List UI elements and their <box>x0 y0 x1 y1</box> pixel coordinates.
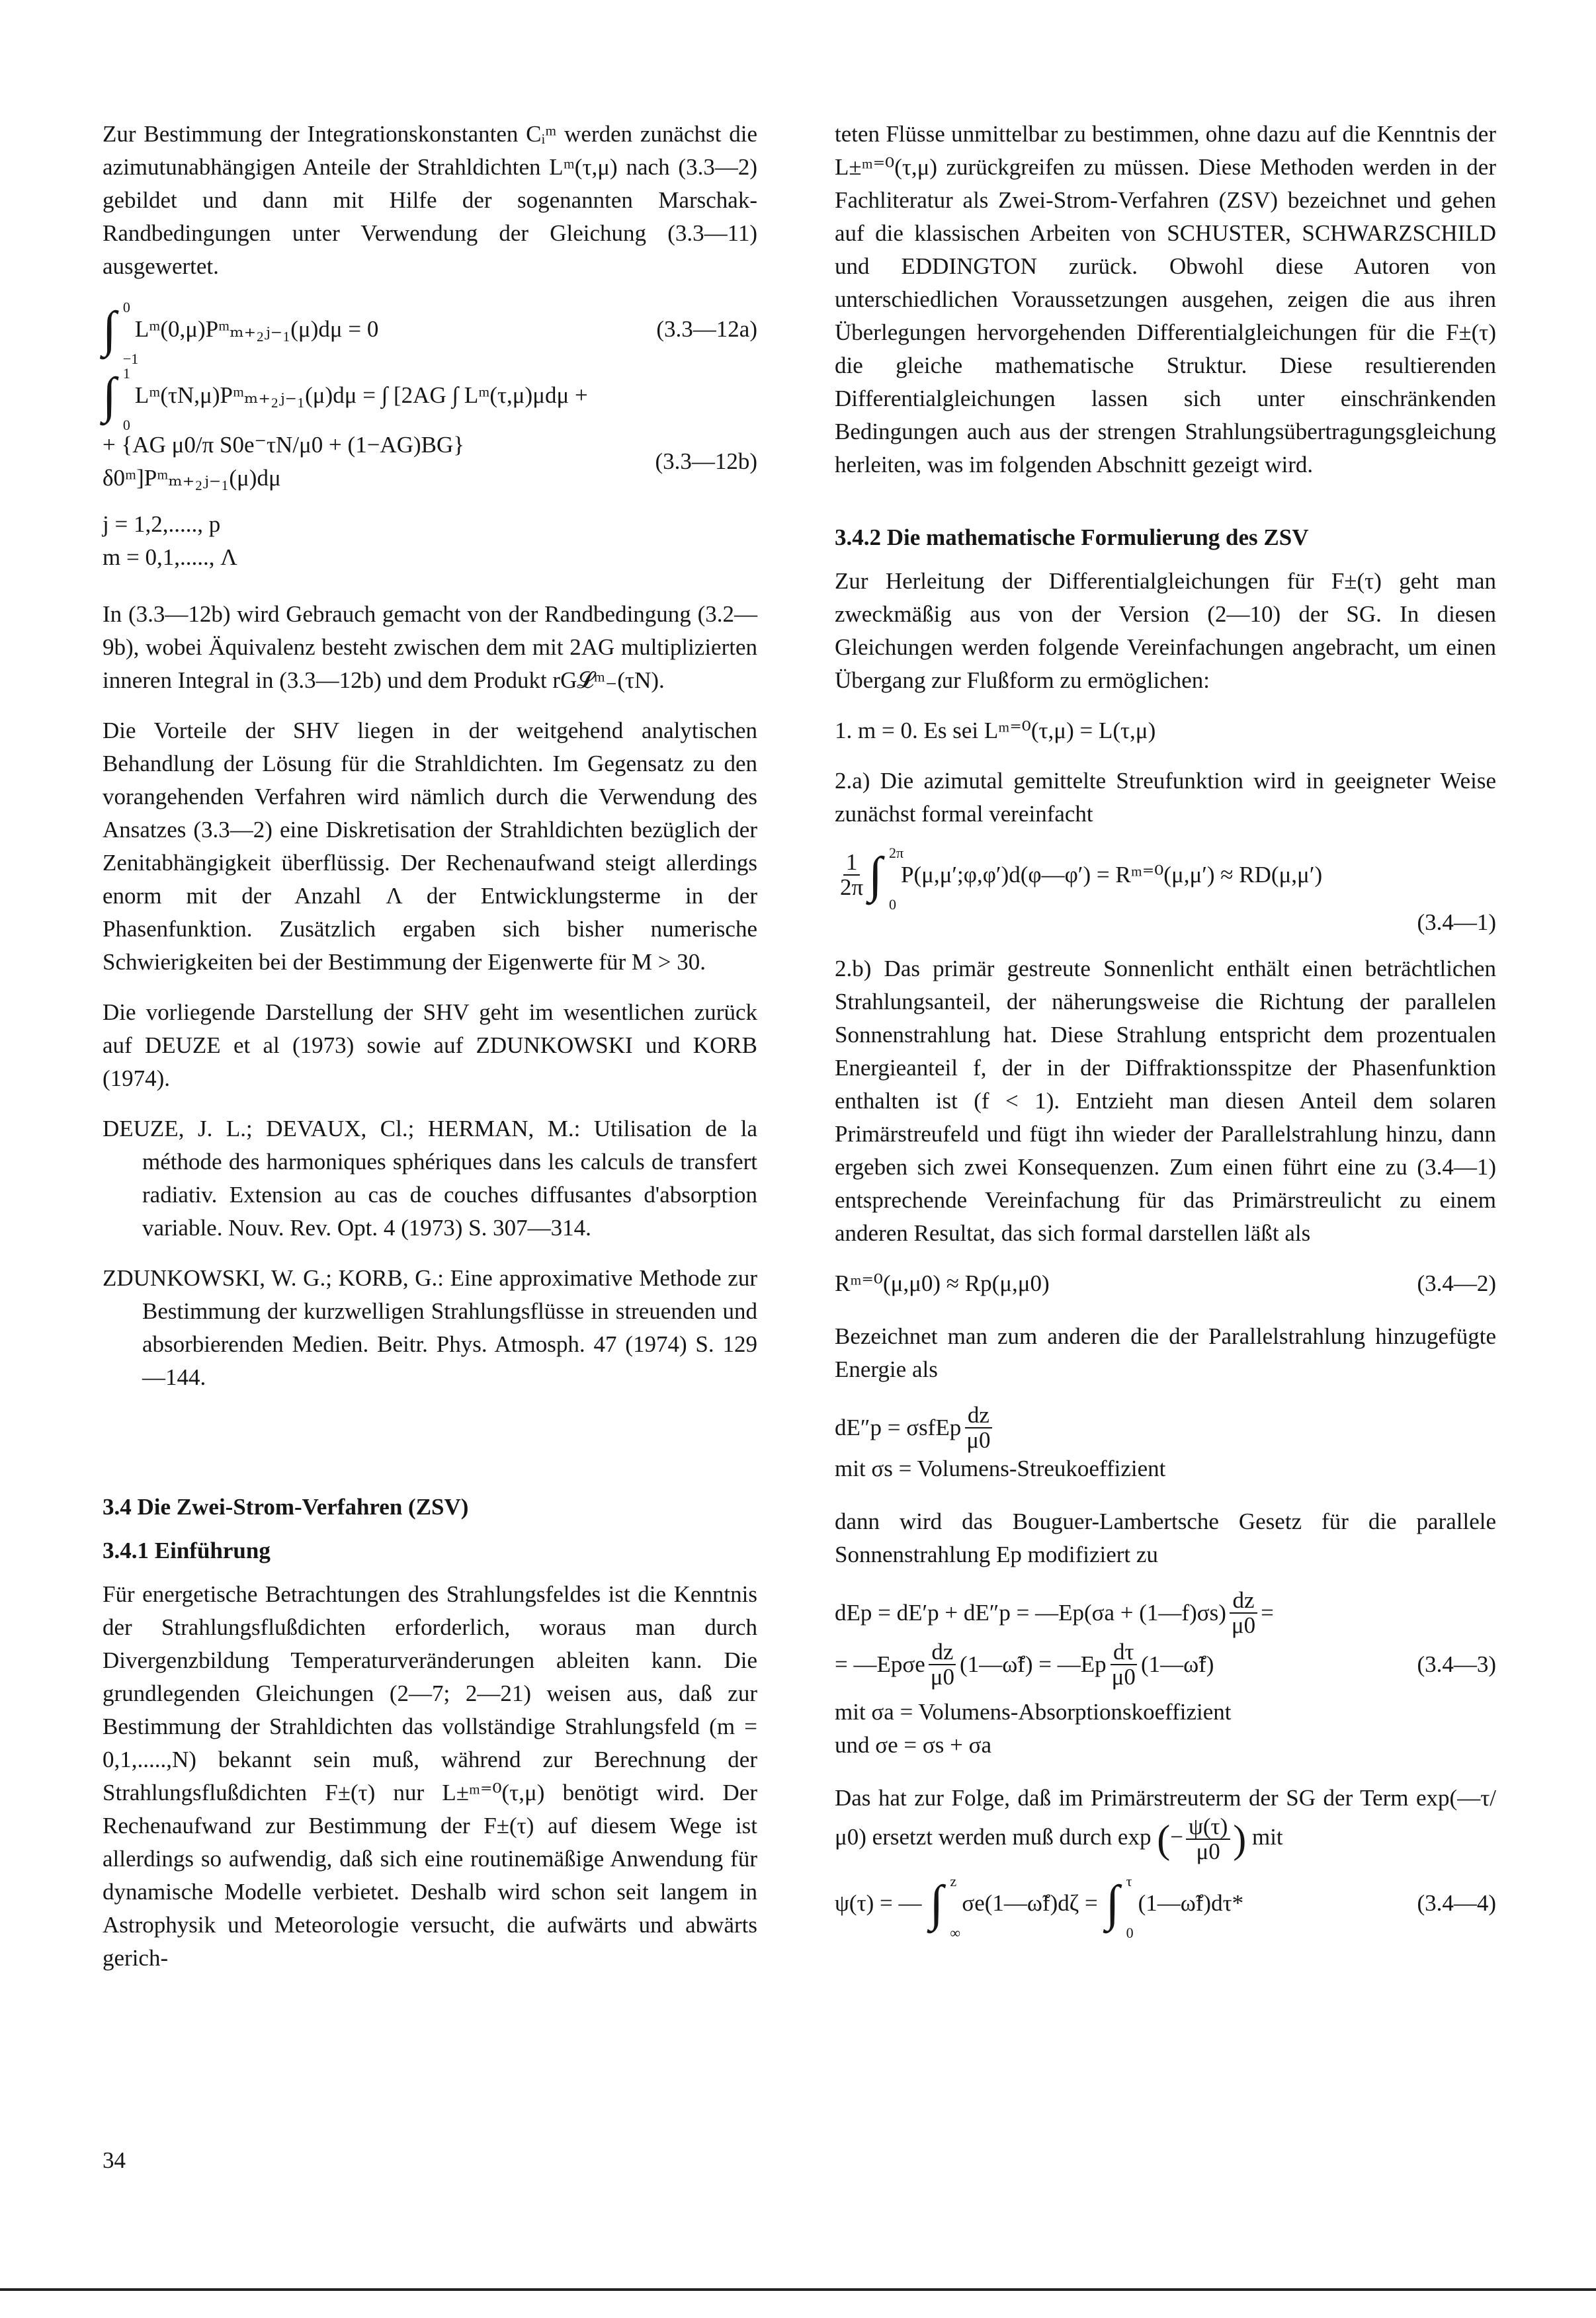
fraction-numerator: 1 <box>843 850 861 876</box>
equation-body: = <box>1261 1600 1274 1626</box>
fraction-denominator: μ0 <box>930 1664 955 1690</box>
integral-upper-limit: τ <box>1126 1873 1132 1889</box>
paragraph: 2.a) Die azimutal gemittelte Streufunktion wird in geeigneter Weise zunächst formal vereinfacht <box>835 768 1496 827</box>
integral-sign: ∫ <box>103 302 116 357</box>
integral-sign: ∫ <box>868 847 882 903</box>
equation-number: (3.4—2) <box>1417 1270 1496 1296</box>
right-column <box>835 118 1496 1941</box>
subsection-heading-3-4-2: 3.4.2 Die mathematische Formulierung des ZSV <box>835 524 1309 550</box>
definition-line: und σe = σs + σa <box>835 1732 992 1758</box>
integral-lower-limit: ∞ <box>950 1925 961 1941</box>
paragraph: Die Vorteile der SHV liegen in der weitgehend analytischen Behandlung der Lösung für die Strahldichten. Im Gegensatz zu den vorangehenden Verfahren wird nämlich durch die Verwendung des Ansatzes (3.3—2) eine Diskretisation der Strahldichten bezüglich der Zenitabhängigkeit überflüssig. Der Rechenaufwand steigt allerdings enorm mit der Anzahl Λ der Entwicklungsterme in der Phasenfunktion. Zusätzlich ergaben sich bisher numerische Schwierigkeiten bei der Bestimmung der Eigenwerte für M > 30. <box>103 718 757 975</box>
equation-body: + {AG μ0/π S0e⁻τN/μ0 + (1−AG)BG}δ0ᵐ]Pᵐₘ₊₂ⱼ₋₁(μ)dμ <box>103 432 465 491</box>
equation-body: (1—ω̃f) <box>1140 1651 1214 1677</box>
equation-body: σe(1—ω̃f)dζ = <box>962 1890 1098 1916</box>
integral-upper-limit: 0 <box>122 299 130 315</box>
equation-body: dE″p = σsfEp <box>835 1415 962 1440</box>
integral-upper-limit: z <box>950 1873 957 1889</box>
fraction-numerator: dτ <box>1111 1640 1137 1665</box>
integral-sign: ∫ <box>103 368 116 423</box>
fraction-numerator: dz <box>1230 1589 1257 1614</box>
fraction-denominator: μ0 <box>966 1427 991 1453</box>
equation-3-4-2 <box>835 1267 1496 1300</box>
list-item: 1. m = 0. Es sei Lᵐ⁼⁰(τ,μ) = L(τ,μ) <box>835 718 1156 743</box>
integral-sign: ∫ <box>929 1876 944 1931</box>
fraction-numerator: dz <box>929 1640 956 1665</box>
paragraph-text: mit <box>1251 1824 1283 1850</box>
paragraph: Zur Herleitung der Differentialgleichungen für F±(τ) geht man zweckmäßig aus von der Version (2—10) der SG. In diesen Gleichungen werden folgende Vereinfachungen angebracht, um einen Übergang zur Flußform zu ermöglichen: <box>835 568 1496 693</box>
fraction-denominator: μ0 <box>1196 1839 1220 1864</box>
reference-zdunkowski: ZDUNKOWSKI, W. G.; KORB, G.: Eine approximative Methode zur Bestimmung der kurzwelligen Strahlungsflüsse in streuenden und absorbierenden Medien. Beitr. Phys. Atmosph. 47 (1974) S. 129—144. <box>103 1265 757 1390</box>
paragraph: Das hat zur Folge, daß im Primärstreuterm der SG der Term exp(—τ/μ0) ersetzt werden muß durch exp (− $\frac{\psi(\tau)}{\mu 0}$ ) mit <box>835 1785 1496 1864</box>
fraction-numerator: ψ(τ) <box>1186 1815 1230 1840</box>
equation-body: Lᵐ(τN,μ)Pᵐₘ₊₂ⱼ₋₁(μ)dμ = ∫ [2AG ∫ Lᵐ(τ,μ)μdμ + <box>134 382 588 408</box>
scan-edge-line <box>0 2288 1596 2291</box>
equation-number: (3.4—4) <box>1417 1890 1496 1916</box>
equation-3-4-1 <box>835 845 1496 913</box>
paragraph: 2.b) Das primär gestreute Sonnenlicht enthält einen beträchtlichen Strahlungsanteil, der näherungsweise die Richtung der parallelen Sonnenstrahlung hat. Diese Strahlung entspricht dem prozentualen Energieanteil f, der in der Diffraktionsspitze der Phasenfunktion enthalten ist (f < 1). Entzieht man diesen Anteil dem solaren Primärstreufeld und fügt ihn wieder der Parallelstrahlung hinzu, dann ergeben sich zwei Konsequenzen. Zum einen führt eine zu (3.4—1) entsprechende Vereinfachung für das Primärstreulicht zu einem anderen Resultat, das sich formal darstellen läßt als <box>835 956 1496 1246</box>
integral-lower-limit: −1 <box>122 351 139 367</box>
integral-lower-limit: 0 <box>122 417 130 433</box>
paragraph: Bezeichnet man zum anderen die der Parallelstrahlung hinzugefügte Energie als <box>835 1323 1496 1382</box>
fraction-numerator: dz <box>965 1403 992 1428</box>
equation-body: (1—ω̃f) = —Ep <box>960 1651 1107 1677</box>
equation-body: Lᵐ(0,μ)Pᵐₘ₊₂ⱼ₋₁(μ)dμ = 0 <box>134 316 379 342</box>
equation-3-4-3-line1 <box>835 1589 1496 1637</box>
equation-body: P(μ,μ′;φ,φ′)d(φ—φ′) = Rᵐ⁼⁰(μ,μ′) ≈ RD(μ,μ′) <box>901 862 1323 888</box>
equation-number: (3.3—12a) <box>656 316 757 342</box>
paragraph: Zur Bestimmung der Integrationskonstanten Cᵢᵐ werden zunächst die azimutunabhängigen Anteile der Strahldichten Lᵐ(τ,μ) nach (3.3—2) gebildet und dann mit Hilfe der sogenannten Marschak-Randbedingungen unter Verwendung der Gleichung (3.3—11) ausgewertet. <box>103 121 757 279</box>
equation-number: (3.4—3) <box>1417 1651 1496 1677</box>
fraction-denominator: 2π <box>840 874 864 900</box>
paragraph-text: Das hat zur Folge, daß im Primärstreuterm der SG der Term exp(—τ/μ0) ersetzt werden muß durch exp <box>835 1785 1496 1850</box>
reference-deuze: DEUZE, J. L.; DEVAUX, Cl.; HERMAN, M.: Utilisation de la méthode des harmoniques sphériques dans les calculs de transfert radiativ. Extension au cas de couches diffusantes d'absorption variable. Nouv. Rev. Opt. 4 (1973) S. 307—314. <box>103 1116 757 1241</box>
page-number: 34 <box>103 2147 126 2173</box>
index-range-j: j = 1,2,....., p <box>103 511 221 537</box>
integral-lower-limit: 0 <box>1126 1925 1134 1941</box>
equation-3-3-12b-line1 <box>103 365 757 433</box>
equation-body: dEp = dE′p + dE″p = —Ep(σa + (1—f)σs) <box>835 1600 1226 1626</box>
integral-upper-limit: 2π <box>889 845 904 861</box>
equation-body: = —Epσe <box>835 1651 925 1677</box>
equation-body: ψ(τ) = — <box>835 1890 922 1916</box>
fraction-denominator: μ0 <box>1111 1664 1136 1690</box>
definition-line: mit σs = Volumens-Streukoeffizient <box>835 1456 1166 1481</box>
paragraph: In (3.3—12b) wird Gebrauch gemacht von der Randbedingung (3.2—9b), wobei Äquivalenz besteht zwischen dem mit 2AG multiplizierten inneren Integral in (3.3—12b) und dem Produkt rG𝓛ᵐ₋(τN). <box>103 601 757 693</box>
paragraph: Die vorliegende Darstellung der SHV geht im wesentlichen zurück auf DEUZE et al (1973) sowie auf ZDUNKOWSKI und KORB (1974). <box>103 999 757 1091</box>
paragraph: Für energetische Betrachtungen des Strahlungsfeldes ist die Kenntnis der Strahlungsflußdichten erforderlich, woraus man durch Divergenzbildung Temperaturveränderungen ableiten kann. Die grundlegenden Gleichungen (2—7; 2—21) weisen aus, daß zur Bestimmung der Strahldichten das vollständige Strahlungsfeld (m = 0,1,.....,N) bekannt sein muß, während zur Berechnung der Strahlungsflußdichten F±(τ) nur L±ᵐ⁼⁰(τ,μ) benötigt wird. Der Rechenaufwand zur Bestimmung der F±(τ) auf diesem Wege ist allerdings so aufwendig, daß sich eine routinemäßige Anwendung für dynamische Modelle verbietet. Deshalb wird schon seit langem in Astrophysik und Meteorologie versucht, die aufwärts und abwärts gerich- <box>103 1581 757 1971</box>
index-range-m: m = 0,1,....., Λ <box>103 544 237 570</box>
paragraph: dann wird das Bouguer-Lambertsche Gesetz für die parallele Sonnenstrahlung Ep modifiziert zu <box>835 1509 1496 1567</box>
section-heading-3-4: 3.4 Die Zwei-Strom-Verfahren (ZSV) <box>103 1494 469 1520</box>
integral-lower-limit: 0 <box>889 896 896 913</box>
definition-line: mit σa = Volumens-Absorptionskoeffizient <box>835 1699 1232 1725</box>
equation-dEp <box>835 1403 1496 1452</box>
equation-body: (1—ω̃f)dτ* <box>1138 1890 1244 1916</box>
left-column <box>103 118 757 1992</box>
equation-3-4-3-line2 <box>835 1640 1496 1689</box>
equation-body: Rᵐ⁼⁰(μ,μ0) ≈ Rp(μ,μ0) <box>835 1270 1050 1296</box>
equation-3-4-4 <box>835 1873 1496 1941</box>
subsection-heading-3-4-1: 3.4.1 Einführung <box>103 1538 271 1563</box>
fraction-denominator: μ0 <box>1231 1612 1256 1638</box>
integral-sign: ∫ <box>1105 1876 1120 1931</box>
equation-number: (3.3—12b) <box>655 448 757 474</box>
paragraph: teten Flüsse unmittelbar zu bestimmen, ohne dazu auf die Kenntnis der L±ᵐ⁼⁰(τ,μ) zurückgreifen zu müssen. Diese Methoden werden in der Fachliteratur als Zwei-Strom-Verfahren (ZSV) bezeichnet und gehen auf die klassischen Arbeiten von SCHUSTER, SCHWARZSCHILD und EDDINGTON zurück. Obwohl diese Autoren von unterschiedlichen Voraussetzungen ausgehen, zeigen die aus ihren Überlegungen hervorgehenden Differentialgleichungen für die F±(τ) die gleiche mathematische Struktur. Diese resultierenden Differentialgleichungen lassen sich unter einschränkenden Bedingungen auch aus der strengen Strahlungsübertragungsgleichung herleiten, was im folgenden Abschnitt gezeigt wird. <box>835 121 1496 477</box>
equation-3-3-12a <box>103 299 757 367</box>
integral-upper-limit: 1 <box>122 365 130 382</box>
equation-number: (3.4—1) <box>1417 909 1496 935</box>
equation-3-3-12b-line2 <box>103 429 757 495</box>
